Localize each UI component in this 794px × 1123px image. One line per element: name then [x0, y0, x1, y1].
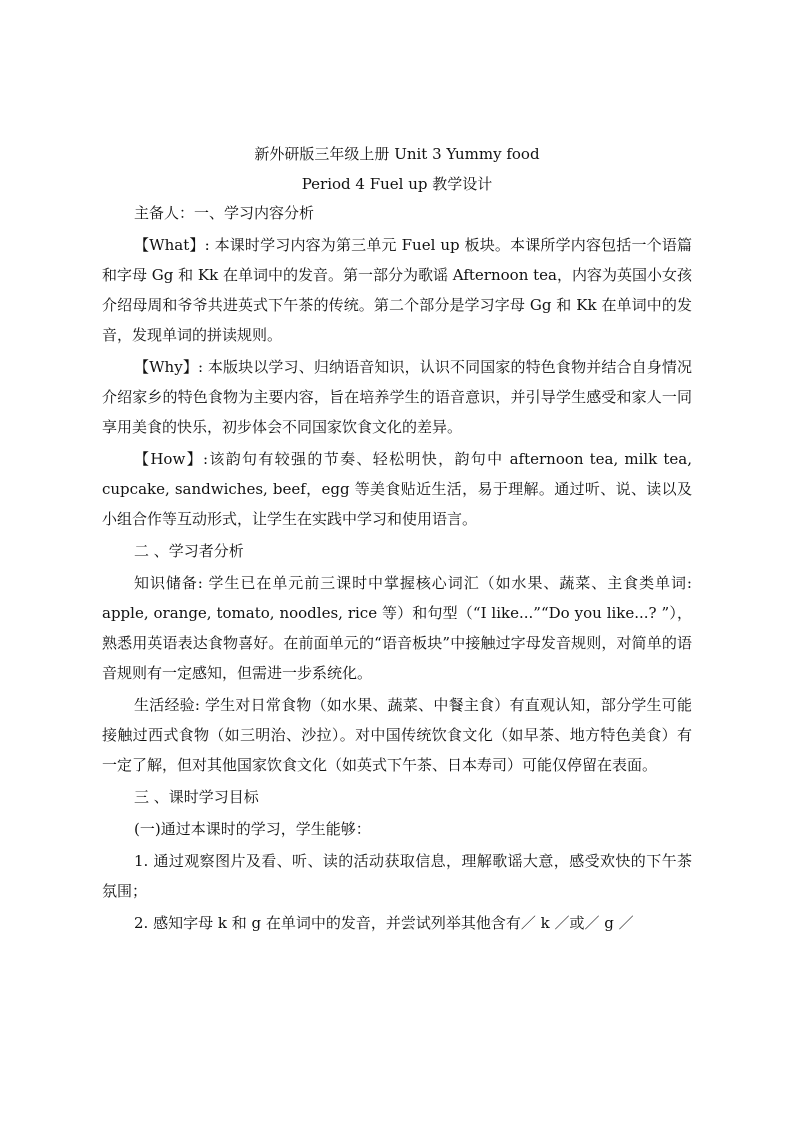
document-subtitle: Period 4 Fuel up 教学设计 [301, 175, 493, 193]
section-heading-learning-goals: 三 、课时学习目标 [134, 788, 259, 806]
document-title: 新外研版三年级上册 Unit 3 Yummy food [254, 145, 540, 163]
what-paragraph: 【What】: 本课时学习内容为第三单元 Fuel up 板块。本课所学内容包括一个语篇和字母 Gg 和 Kk 在单词中的发音。第一部分为歌谣 Afternoon tea，内容为英国小女孩介绍母周和爷爷共进英式下午茶的传统。第二个部分是学习字母 Gg 和 Kk 在单词中的发音，发现单词的拼读规则。 [102, 236, 692, 344]
document-body [102, 140, 692, 940]
how-paragraph: 【How】:该韵句有较强的节奏、轻松明快，韵句中 afternoon tea, milk tea, cupcake, sandwiches, beef，egg 等美食贴近生活，易于理解。通过听、说、读以及小组合作等互动形式，让学生在实践中学习和使用语言。 [102, 450, 692, 528]
goal-item-2: 2. 感知字母 k 和 g 在单词中的发音，并尝试列举其他含有／ k ／或／ g ／ [134, 914, 634, 932]
goal-item-1: 1. 通过观察图片及看、听、读的活动获取信息，理解歌谣大意，感受欢快的下午茶氛围； [102, 852, 692, 900]
knowledge-paragraph: 知识储备: 学生已在单元前三课时中掌握核心词汇（如水果、蔬菜、主食类单词: apple, orange, tomato, noodles, rice 等）和句型（“I like...”“Do you like...? ”），熟悉用英语表达食物喜好。在前面单元的“语音板块”中接触过字母发音规则，对简单的语音规则有一定感知，但需进一步系统化。 [102, 574, 692, 682]
section-heading-learner-analysis: 二 、学习者分析 [134, 542, 244, 560]
preparer-line: 主备人：一、学习内容分析 [134, 204, 315, 222]
goal-intro: (一)通过本课时的学习，学生能够： [134, 820, 371, 838]
why-paragraph: 【Why】: 本版块以学习、归纳语音知识，认识不同国家的特色食物并结合自身情况介绍家乡的特色食物为主要内容，旨在培养学生的语音意识，并引导学生感受和家人一同享用美食的快乐，初步体会不同国家饮食文化的差异。 [102, 358, 692, 436]
life-experience-paragraph: 生活经验: 学生对日常食物（如水果、蔬菜、中餐主食）有直观认知，部分学生可能接触过西式食物（如三明治、沙拉）。对中国传统饮食文化（如早茶、地方特色美食）有一定了解，但对其他国家饮食文化（如英式下午茶、日本寿司）可能仅停留在表面。 [102, 696, 692, 774]
